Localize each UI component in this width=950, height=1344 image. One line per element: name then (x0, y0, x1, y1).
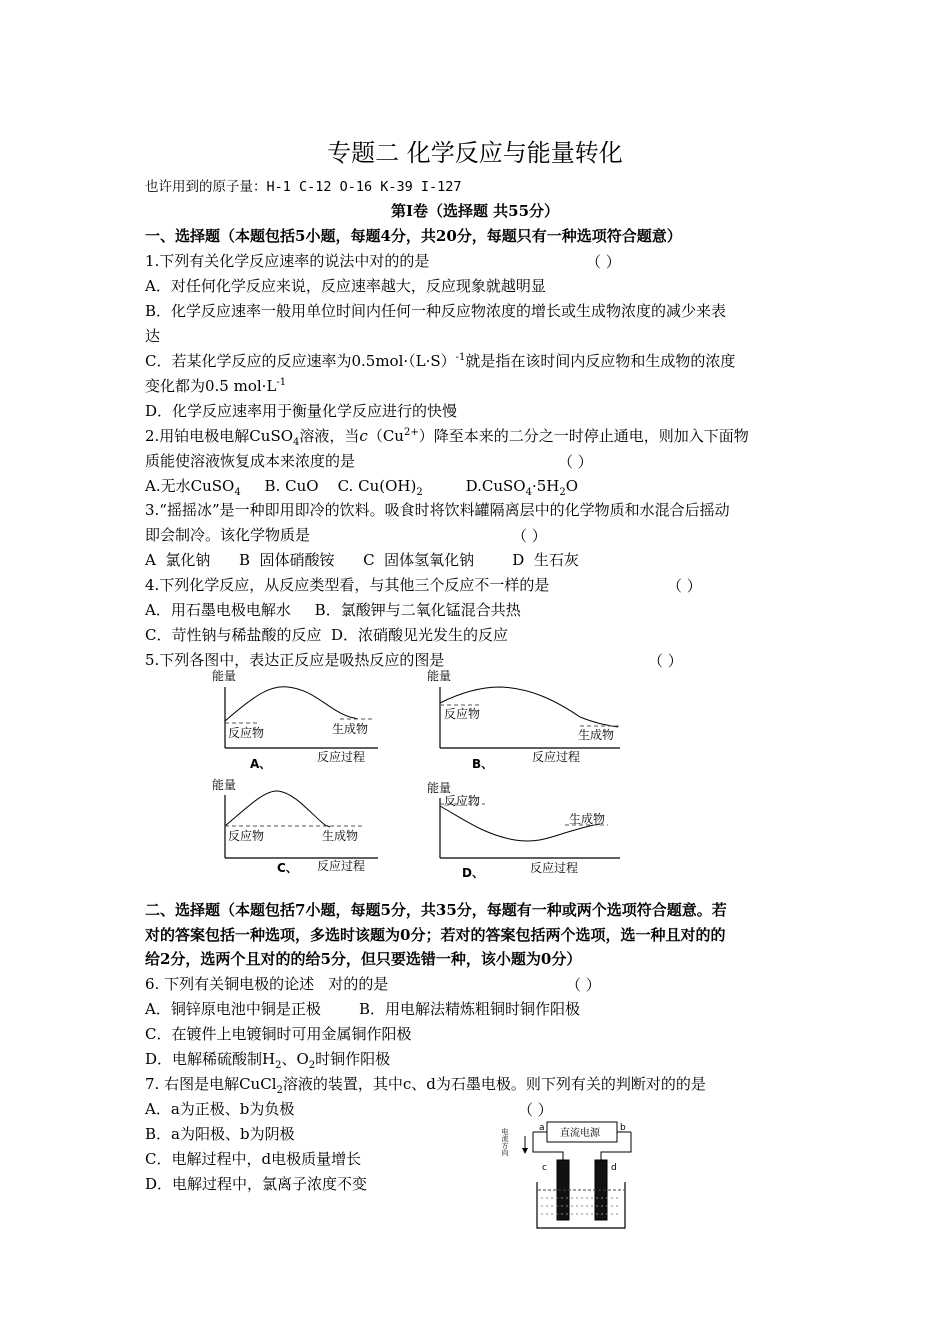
graph-c-letter: C、 (277, 861, 298, 875)
section2-header-line1: 二、选择题（本题包括7小题，每题5分，共35分，每题有一种或两个选项符合题意。若 (145, 901, 727, 919)
q2-stem-sub: 4 (293, 437, 300, 448)
q5-answer-paren: （ ） (648, 652, 683, 670)
q1-option-b: B．化学反应速率一般用单位时间内任何一种反应物浓度的增长或生成物浓度的减少来表 (145, 302, 727, 320)
graph-c-product-label: 生成物 (322, 829, 359, 843)
q2-opt-c-text: C. Cu(OH) (337, 477, 417, 495)
graph-a (212, 668, 378, 771)
q6-d-text-1: D．电解稀硫酸制H (145, 1050, 276, 1068)
section2-header-line3: 给2分，选两个且对的的给5分，但只要选错一种，该小题为0分） (145, 950, 582, 968)
graph-d-product-label: 生成物 (569, 812, 606, 826)
graph-a-letter: A、 (250, 757, 272, 771)
graph-b-reactant-label: 反应物 (444, 707, 481, 721)
graph-d (427, 780, 620, 880)
graph-d-y-label: 能量 (427, 781, 452, 795)
q1-c-sup-2: -1 (276, 377, 287, 388)
graph-a-curve (225, 687, 358, 721)
q2-stem-d: （Cu (367, 427, 404, 445)
q1-c-text-3: 变化都为0.5 mol·L (145, 377, 277, 395)
current-arrow-head (522, 1148, 528, 1154)
graph-c-curve (225, 791, 330, 827)
q3-stem-cont: 即会制冷。该化学物质是 (145, 526, 311, 544)
power-supply-label: 直流电源 (560, 1128, 600, 1139)
graph-b-y-label: 能量 (427, 669, 452, 683)
q2-options (145, 476, 825, 496)
q2-option-d (465, 477, 579, 498)
q1-answer-paren: （ ） (586, 253, 621, 271)
q2-option-a (145, 477, 241, 498)
q7-electrolysis-apparatus (501, 1118, 640, 1233)
q2-opt-d-b: ·5H (531, 477, 560, 495)
q7-option-a: A．a为正极、b为负极 (145, 1100, 295, 1118)
q7-option-c: C．电解过程中，d电极质量增长 (145, 1150, 362, 1168)
q6-option-c: C．在镀件上电镀铜时可用金属铜作阳极 (145, 1025, 412, 1043)
beaker (537, 1182, 625, 1228)
graph-b-letter: B、 (472, 757, 494, 771)
q6-d-sub-1: 2 (275, 1060, 282, 1071)
q2-opt-d-a: D.CuSO (465, 477, 526, 495)
q2-stem-e: ）降至本来的二分之一时停止通电，则加入下面物 (418, 427, 749, 445)
q1-option-c (145, 351, 825, 371)
q1-option-a: A．对任何化学反应来说，反应速率越大，反应现象就越明显 (145, 277, 546, 295)
q4-stem: 4.下列化学反应，从反应类型看，与其他三个反应不一样的是 (145, 576, 550, 594)
graph-a-x-label: 反应过程 (317, 750, 366, 764)
q5-energy-diagrams (200, 665, 640, 885)
q1-option-c-cont (145, 376, 825, 396)
graph-a-y-label: 能量 (212, 669, 237, 683)
q7-answer-paren: （ ） (518, 1101, 553, 1119)
part1-header: 第Ⅰ卷（选择题 共55分） (390, 202, 560, 220)
graph-d-x-label: 反应过程 (530, 861, 579, 875)
q2-stem-cont: 质能使溶液恢复成本来浓度的是 (145, 452, 356, 470)
q2-opt-d-c: O (565, 477, 579, 495)
graph-c-x-label: 反应过程 (317, 859, 366, 873)
q2-opt-c-sub: 2 (416, 487, 423, 498)
q2-answer-paren: （ ） (558, 453, 593, 471)
q2-opt-d-sub1: 4 (525, 487, 532, 498)
q4-answer-paren: （ ） (667, 577, 702, 595)
electrode-d-label: d (611, 1163, 617, 1173)
q1-stem (145, 251, 825, 271)
q3-answer-paren: （ ） (512, 527, 547, 545)
q2-opt-a-sub: 4 (234, 487, 241, 498)
q1-c-text-1: C．若某化学反应的反应速率为0.5mol·（L·S） (145, 352, 456, 370)
current-direction-label: 电流方向 (501, 1128, 509, 1156)
q6-stem: 6. 下列有关铜电极的论述 对的的是 (145, 975, 389, 993)
q2-option-c (337, 477, 423, 498)
graph-b-x-label: 反应过程 (532, 750, 581, 764)
q7-stem (145, 1074, 825, 1094)
q1-option-b-cont: 达 (145, 327, 161, 345)
q3-options: A 氯化钠 B 固体硝酸铵 C 固体氢氧化钠 D 生石灰 (145, 551, 579, 569)
q2-stem-sup: 2+ (403, 427, 419, 438)
q2-opt-a-text: A.无水CuSO (145, 477, 235, 495)
terminal-a-label: a (539, 1123, 545, 1133)
q5-stem: 5.下列各图中，表达正反应是吸热反应的图是 (145, 651, 445, 669)
q2-stem-c: c (359, 427, 368, 445)
graph-c-y-label: 能量 (212, 778, 237, 792)
q6-options-ab: A．铜锌原电池中铜是正极 B．用电解法精炼粗铜时铜作阳极 (145, 1000, 581, 1018)
q4-options-ab: A．用石墨电极电解水 B．氯酸钾与二氧化锰混合共热 (145, 601, 521, 619)
q6-d-text-2: 、O (281, 1050, 309, 1068)
q7-stem-a: 7. 右图是电解CuCl (145, 1075, 277, 1093)
q3-stem: 3.“摇摇冰”是一种即用即冷的饮料。吸食时将饮料罐隔离层中的化学物质和水混合后摇动 (145, 501, 730, 519)
q6-d-sub-2: 2 (308, 1060, 316, 1071)
q2-option-b: B. CuO (264, 477, 319, 495)
q1-c-sup-1: -1 (455, 352, 466, 363)
terminal-b-label: b (620, 1123, 626, 1133)
q1-c-text-2: 就是指在该时间内反应物和生成物的浓度 (465, 352, 736, 370)
q7-option-b: B．a为阳极、b为阴极 (145, 1125, 295, 1143)
q4-options-cd: C．苛性钠与稀盐酸的反应 D．浓硝酸见光发生的反应 (145, 626, 509, 644)
q6-answer-paren: （ ） (566, 976, 601, 994)
q2-stem-b: 溶液，当 (299, 427, 360, 445)
q7-stem-b: 溶液的装置，其中c、d为石墨电极。则下列有关的判断对的的是 (282, 1075, 706, 1093)
section1-header: 一、选择题（本题包括5小题，每题4分，共20分，每题只有一种选项符合题意） (145, 227, 682, 245)
q2-stem-a: 2.用铂电极电解CuSO (145, 427, 294, 445)
graph-c-reactant-label: 反应物 (228, 829, 265, 843)
q1-option-d: D．化学反应速率用于衡量化学反应进行的快慢 (145, 402, 458, 420)
electrode-c-label: c (542, 1163, 547, 1173)
page-title: 专题二 化学反应与能量转化 (327, 139, 623, 167)
graph-a-reactant-label: 反应物 (228, 726, 265, 740)
q7-option-d: D．电解过程中，氯离子浓度不变 (145, 1175, 368, 1193)
q7-stem-sub: 2 (276, 1085, 283, 1096)
graph-b (427, 668, 620, 771)
q2-stem (145, 426, 825, 446)
graph-d-reactant-label: 反应物 (444, 794, 481, 808)
graph-d-letter: D、 (462, 866, 484, 880)
q6-option-d (145, 1049, 825, 1069)
graph-c (212, 777, 378, 875)
q1-stem-text: 1.下列有关化学反应速率的说法中对的的是 (145, 252, 430, 270)
graph-b-product-label: 生成物 (578, 728, 615, 742)
q6-d-text-3: 时铜作阳极 (315, 1050, 391, 1068)
graph-a-product-label: 生成物 (332, 722, 369, 736)
section2-header-line2: 对的答案包括一种选项，多选时该题为0分；若对的答案包括两个选项，选一种且对的的 (145, 926, 726, 944)
atomic-masses: 也许用到的原子量：H-1 C-12 O-16 K-39 I-127 (145, 179, 462, 195)
q2-opt-d-sub2: 2 (559, 487, 566, 498)
